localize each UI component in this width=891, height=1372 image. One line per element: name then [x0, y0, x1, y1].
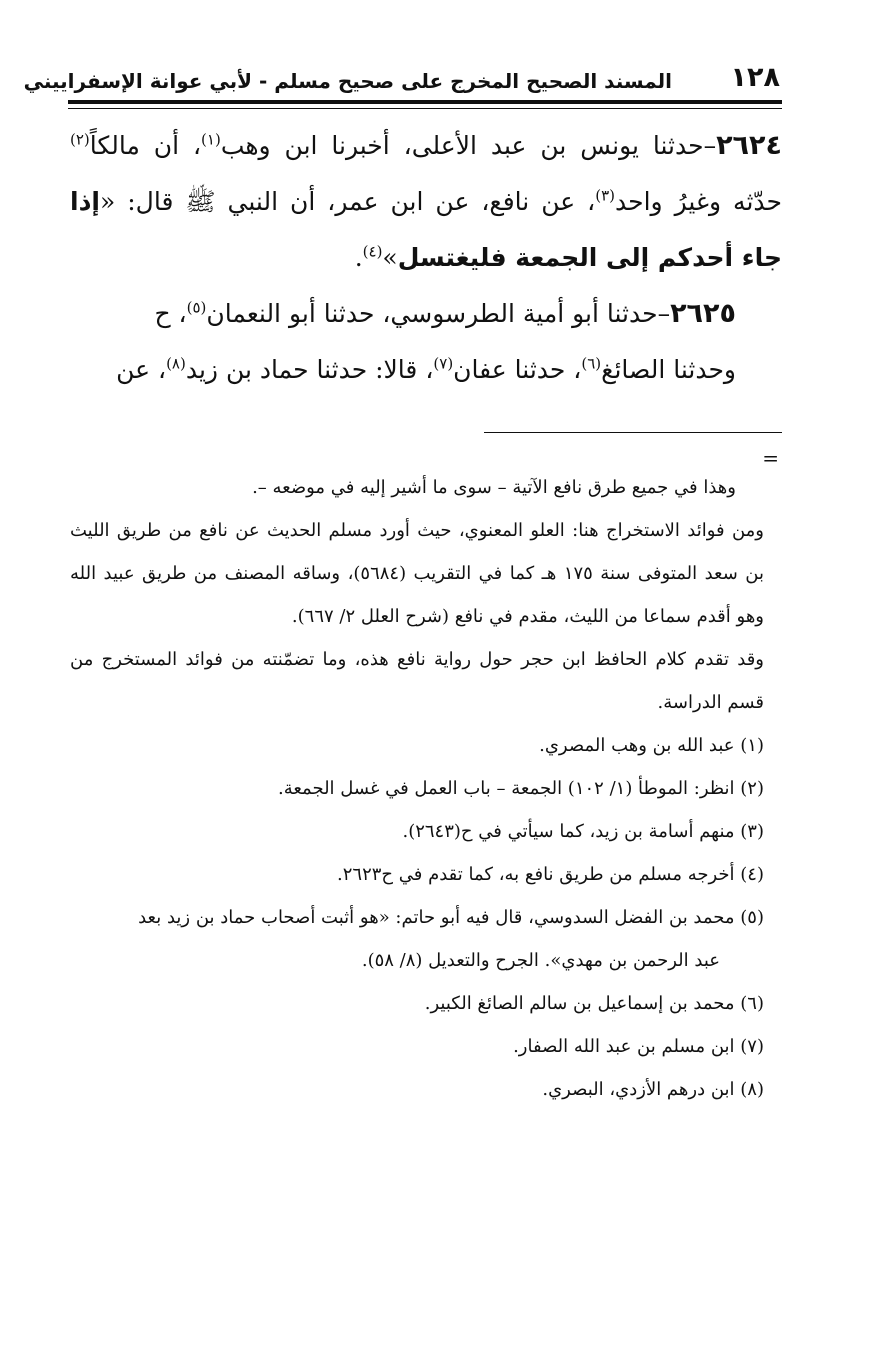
text-run: –حدثنا يونس بن عبد الأعلى، أخبرنا ابن وهب — [220, 131, 717, 160]
footnote-ref: (٣) — [595, 186, 616, 205]
footnote-1: (١) عبد الله بن وهب المصري. — [539, 735, 764, 756]
footnote-2: (٢) انظر: الموطأ (١/ ١٠٢) الجمعة – باب العمل في غسل الجمعة. — [277, 778, 764, 799]
text-run: –حدثنا أبو أمية الطرسوسي، حدثنا أبو النعمان — [206, 299, 671, 328]
hadith-2625-cont — [70, 342, 782, 398]
text-run: ، حدثنا عفان — [453, 355, 582, 384]
footnote-ref: (٢) — [70, 130, 90, 149]
text-run: وحدثنا الصائغ — [601, 355, 736, 384]
footnote-5-line-1: (٥) محمد بن الفضل السدوسي، قال فيه أبو حاتم: «هو أثبت أصحاب حماد بن زيد بعد — [138, 907, 764, 928]
text-run: » — [382, 243, 398, 272]
footnotes — [70, 466, 764, 1111]
footnote-ref: (٥) — [186, 298, 207, 317]
continuation-mark: = — [762, 446, 779, 470]
footnote-7: (٧) ابن مسلم بن عبد الله الصفار. — [513, 1036, 764, 1057]
note-continuation-3: وقد تقدم كلام الحافظ ابن حجر حول رواية نافع هذه، وما تضمّنته من فوائد المستخرج من قسم الدراسة. — [70, 649, 764, 713]
header-rule-thick — [68, 100, 782, 104]
footnote-5 — [70, 896, 764, 982]
footnote-6: (٦) محمد بن إسماعيل بن سالم الصائغ الكبير. — [424, 993, 764, 1014]
hadith-number: ٢٦٢٥ — [670, 298, 736, 329]
text-run: ، عن — [116, 355, 167, 384]
footnote-ref: (٨) — [166, 354, 186, 373]
hadith-number: ٢٦٢٤ — [716, 130, 782, 161]
footnote-3: (٣) منهم أسامة بن زيد، كما سيأتي في ح(٢٦٤٣). — [402, 821, 764, 842]
footnote-separator — [484, 432, 782, 433]
text-run: . — [354, 243, 363, 272]
text-run: حدّثه وغيرُ واحد — [615, 187, 782, 216]
hadith-matn: إذا جاء أحدكم إلى الجمعة فليغتسل — [70, 187, 782, 272]
footnote-8: (٨) ابن درهم الأزدي، البصري. — [542, 1079, 764, 1100]
footnote-5-line-2: عبد الرحمن بن مهدي». الجرح والتعديل (٨/ ٥٨). — [361, 950, 720, 971]
footnote-ref: (١) — [201, 130, 221, 149]
text-run: ، عن نافع، عن ابن عمر، أن النبي ﷺ قال: « — [99, 187, 596, 216]
hadith-2625 — [70, 286, 782, 342]
running-header — [23, 58, 780, 100]
header-rule-thin — [68, 108, 782, 109]
footnote-ref: (٤) — [362, 242, 383, 261]
note-continuation-2: ومن فوائد الاستخراج هنا: العلو المعنوي، حيث أورد مسلم الحديث عن نافع من طريق الليث بن سعد المتوفى سنة ١٧٥ هـ كما في التقريب (٥٦٨٤)، وساقه المصنف من طريق عبيد الله وهو أقدم سماعا من الليث، مقدم في نافع (شرح العلل ٢/ ٦٦٧). — [70, 520, 764, 627]
footnote-ref: (٧) — [433, 354, 454, 373]
main-text — [70, 118, 782, 398]
footnote-ref: (٦) — [581, 354, 602, 373]
page-number: ١٢٨ — [730, 62, 780, 93]
text-run: ، ح — [154, 299, 187, 328]
hadith-2624 — [70, 118, 782, 286]
footnote-4: (٤) أخرجه مسلم من طريق نافع به، كما تقدم في ح٢٦٢٣. — [337, 864, 764, 885]
text-run: ، قالا: حدثنا حماد بن زيد — [185, 355, 434, 384]
note-continuation-1: وهذا في جميع طرق نافع الآتية – سوى ما أشير إليه في موضعه –. — [252, 477, 736, 498]
book-title: المسند الصحيح المخرج على صحيح مسلم - لأبي عوانة الإسفراييني — [23, 69, 672, 93]
text-run: ، أن مالكاً — [89, 131, 202, 160]
